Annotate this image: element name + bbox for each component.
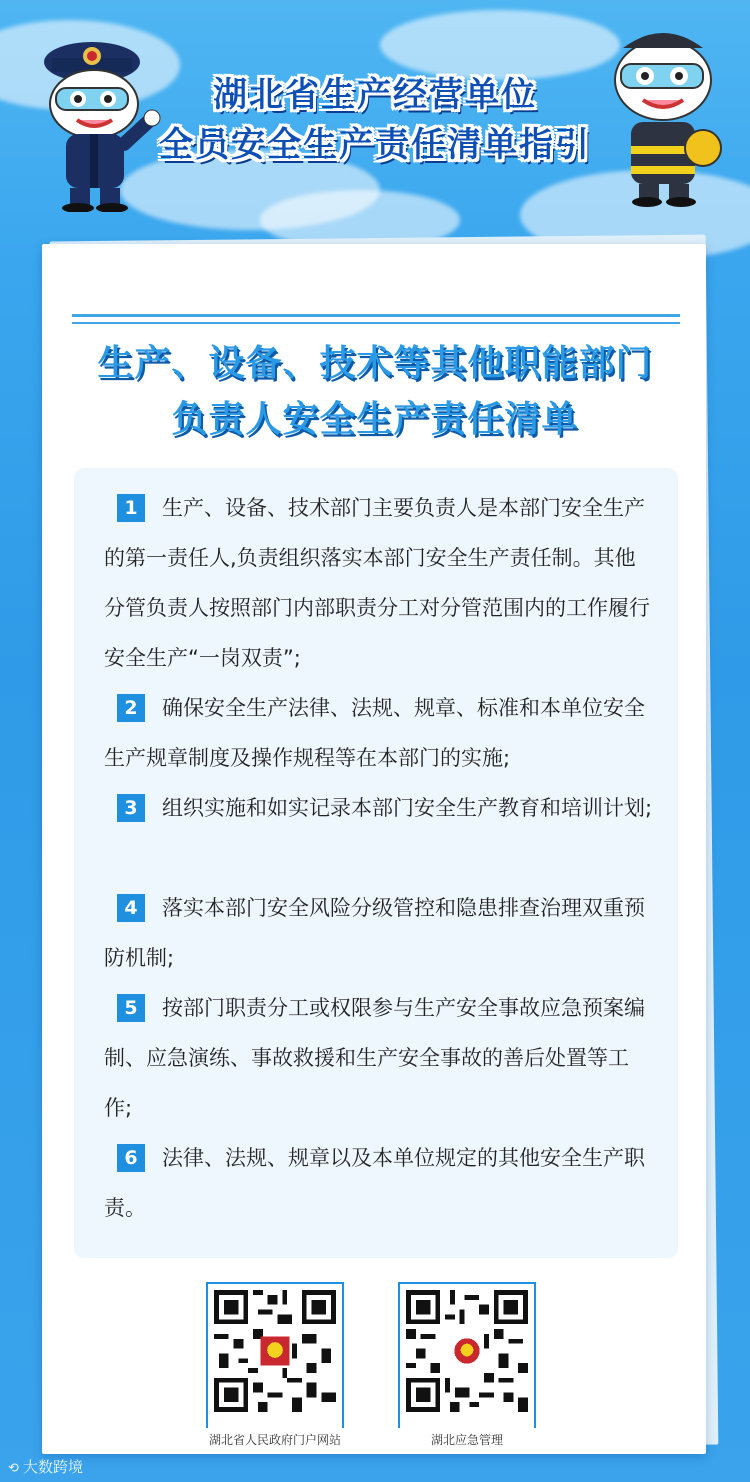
item-number-badge: 5 [117,994,145,1022]
list-item: 组织实施和如实记录本部门安全生产教育和培训计划; [162,796,653,820]
qr-label-emergency-mgmt: 湖北应急管理 [396,1428,538,1452]
poster-title-line1: 湖北省生产经营单位 [213,75,537,115]
item-number-badge: 6 [117,1144,145,1172]
item-number-badge: 1 [117,494,145,522]
poster-title-line2: 全员安全生产责任清单指引 [159,125,591,165]
qr-code-emergency-mgmt[interactable] [398,1282,536,1438]
divider-top-thin [72,322,680,324]
list-item: 按部门职责分工或权限参与生产安全事故应急预案编制、应急演练、事故救援和生产安全事故的善后处置等工作; [104,996,645,1120]
list-item: 落实本部门安全风险分级管控和隐患排查治理双重预防机制; [104,896,645,970]
item-number-badge: 3 [117,794,145,822]
section-title [40,336,710,448]
section-title-line2: 负责人安全生产责任清单 [171,399,579,440]
watermark [8,1456,83,1477]
firefighter-mascot-icon [595,18,735,208]
poster-title [150,70,600,170]
section-title-line1: 生产、设备、技术等其他职能部门 [97,343,653,384]
qr-code-icon [214,1290,336,1412]
qr-code-gov-portal[interactable] [206,1282,344,1438]
police-mascot-icon [22,22,162,212]
qr-label-gov-portal: 湖北省人民政府门户网站 [204,1428,346,1452]
divider-top [72,314,680,317]
watermark-logo-icon: ⟲ [8,1461,24,1476]
item-number-badge: 4 [117,894,145,922]
qr-code-icon [406,1290,528,1412]
item-number-badge: 2 [117,694,145,722]
list-item: 确保安全生产法律、法规、规章、标准和本单位安全生产规章制度及操作规程等在本部门的实施; [104,696,645,770]
list-item: 生产、设备、技术部门主要负责人是本部门安全生产的第一责任人,负责组织落实本部门安全生产责任制。其他分管负责人按照部门内部职责分工对分管范围内的工作履行安全生产“一岗双责”; [104,496,650,670]
watermark-text: 大数跨境 [23,1458,84,1476]
list-item: 法律、法规、规章以及本单位规定的其他安全生产职责。 [104,1146,645,1220]
